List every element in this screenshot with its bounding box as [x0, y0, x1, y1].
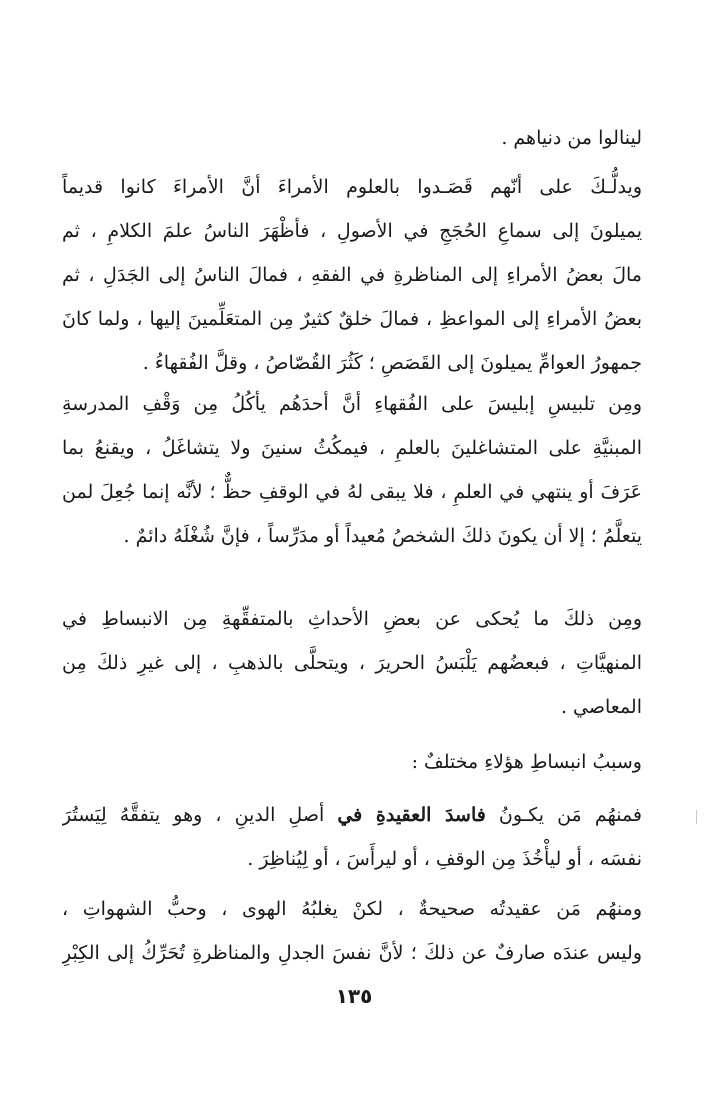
text-line: لينالوا من دنياهم . — [501, 127, 642, 149]
text-line: ومنهُم مَن عقيدتُه صحيحةٌ ، لكنْ يغلبُهُ الهوى ، وحبُّ الشهواتِ ، — [62, 898, 642, 920]
text-line-with-emphasis: فمنهُم مَن يكـونُ فاسدَ العقيدةِ في أصلِ الدينِ ، وهو يتفقَّهُ لِيَستُرَ — [62, 804, 642, 826]
text-line: المعاصي . — [560, 696, 642, 718]
page-number: ١٣٥ — [335, 984, 373, 1008]
paragraph-4 — [62, 597, 642, 729]
paragraph-3 — [62, 382, 642, 558]
text-line: المبنيَّةِ على المتشاغلينَ بالعلمِ ، فيمكُثُ سنينَ ولا يتشاغَلُ ، ويقنعُ بما — [62, 437, 642, 459]
text-line: ومِن ذلكَ ما يُحكى عن بعضِ الأحداثِ بالمتفقِّهةِ مِن الانبساطِ في — [62, 608, 642, 630]
emphasized-phrase: فاسدَ العقيدةِ في — [337, 804, 486, 826]
text-line: جمهورُ العوامِّ يميلونَ إلى القَصَصِ ؛ كَثُرَ القُصّاصُ ، وقلَّ الفُقهاءُ . — [142, 352, 642, 374]
text-line: نفسَه ، أو ليأْخُذَ مِن الوقفِ ، أو ليرأَسَ ، أو لِيُناظِرَ . — [247, 848, 642, 870]
text-line: ويدلُّـكَ على أنّهم قَصَـدوا بالعلوم الأمراءَ أنَّ الأمراءَ كانوا قديماً — [62, 176, 642, 198]
text-line: يتعلَّمُ ؛ إلا أن يكونَ ذلكَ الشخصُ مُعيداً أو مدَرِّساً ، فإنَّ شُغْلَهُ دائمٌ . — [123, 525, 642, 547]
text-line: عَرَفَ أو ينتهي في العلمِ ، فلا يبقى لهُ في الوقفِ حظٌّ ؛ لأنَّه إنما جُعِلَ لمن — [62, 481, 642, 503]
paragraph-6 — [62, 793, 642, 881]
paragraph-1 — [62, 116, 642, 160]
paragraph-5 — [62, 740, 642, 784]
paragraph-7 — [62, 887, 642, 975]
paragraph-2 — [62, 165, 642, 385]
text-line: مالَ بعضُ الأمراءِ إلى المناظرةِ في الفقهِ ، فمالَ الناسُ إلى الجَدَلِ ، ثم — [62, 264, 642, 286]
text-line: بعضُ الأمراءِ إلى المواعظِ ، فمالَ خلقٌ كثيرٌ مِن المتعَلِّمينَ إليها ، ولما كانَ — [62, 308, 642, 330]
text-line: وليس عندَه صارفٌ عن ذلكَ ؛ لأنَّ نفسَ الجدلِ والمناظرةِ تُحَرِّكُ إلى الكِبْرِ — [62, 942, 642, 964]
page-edge-mark — [696, 810, 697, 824]
text-line: المنهيَّاتِ ، فبعضُهم يَلْبَسُ الحريرَ ، ويتحلَّى بالذهبِ ، إلى غيرِ ذلكَ مِن — [62, 652, 642, 674]
text-line: وسببُ انبساطِ هؤلاءِ مختلفٌ : — [411, 751, 642, 773]
text-line: يميلونَ إلى سماعِ الحُجَجِ في الأصولِ ، فأظْهَرَ الناسُ علمَ الكلامِ ، ثم — [62, 220, 642, 242]
text-line: ومِن تلبيسِ إبليسَ على الفُقهاءِ أنَّ أحدَهُم يأكُلُ مِن وَقْفِ المدرسةِ — [62, 393, 642, 415]
